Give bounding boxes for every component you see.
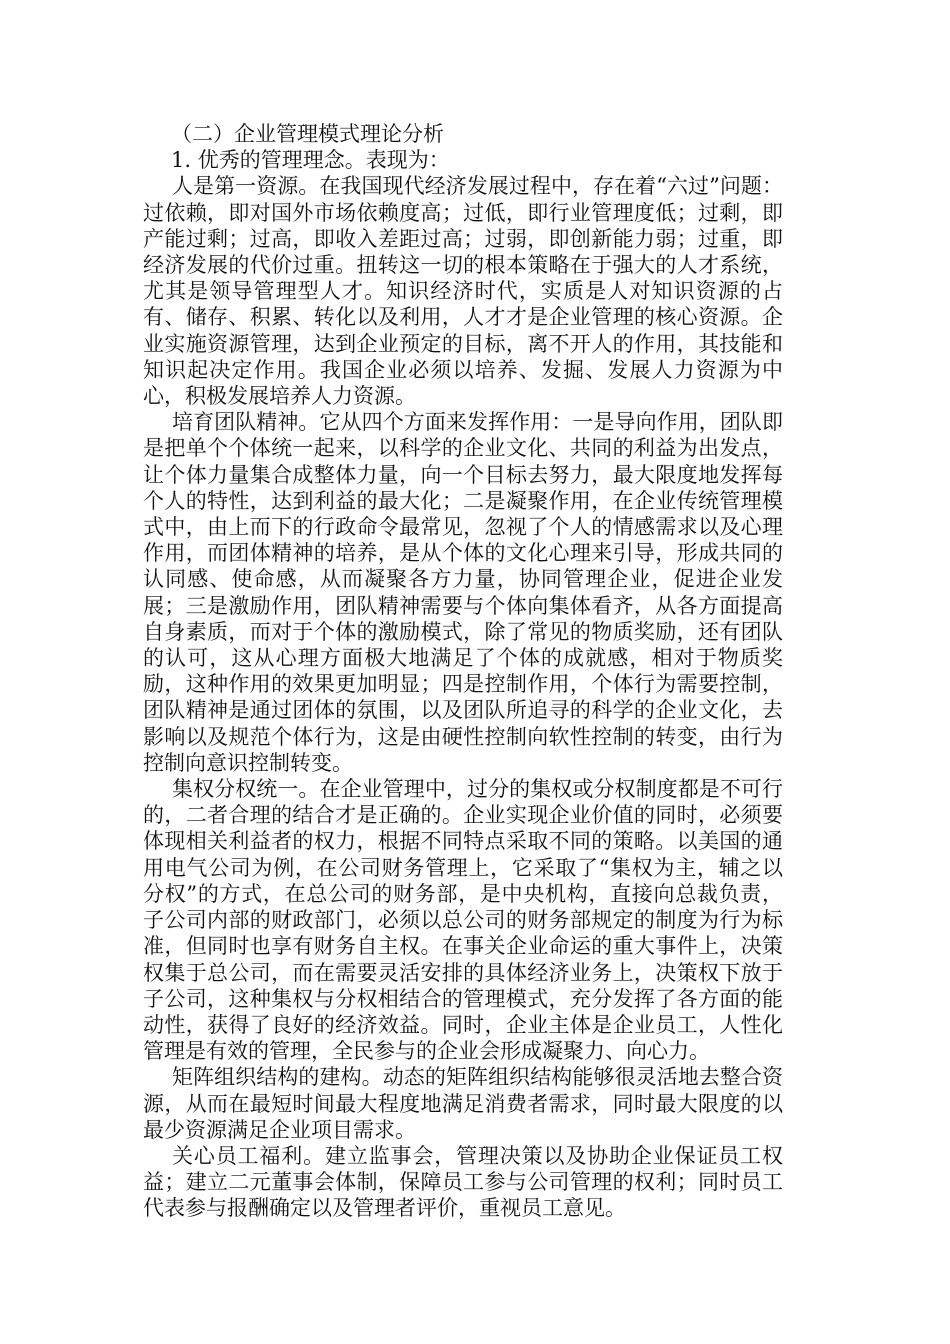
document-body <box>143 121 783 1222</box>
paragraph-team-spirit: 培育团队精神。它从四个方面来发挥作用：一是导向作用，团队即是把单个个体统一起来，以科学的企业文化、共同的利益为出发点，让个体力量集合成整体力量，向一个目标去努力，最大限度地发挥每个人的特性，达到利益的最大化；二是凝聚作用，在企业传统管理模式中，由上而下的行政命令最常见，忽视了个人的情感需求以及心理作用，而团体精神的培养，是从个体的文化心理来引导，形成共同的认同感、使命感，从而凝聚各方力量，协同管理企业，促进企业发展；三是激励作用，团队精神需要与个体向集体看齐，从各方面提高自身素质，而对于个体的激励模式，除了常见的物质奖励，还有团队的认可，这从心理方面极大地满足了个体的成就感，相对于物质奖励，这种作用的效果更加明显；四是控制作用，个体行为需要控制，团队精神是通过团体的氛围，以及团队所追寻的科学的企业文化，去影响以及规范个体行为，这是由硬性控制向软性控制的转变，由行为控制向意识控制转变。 <box>143 410 783 775</box>
paragraph-centralization-decentralization: 集权分权统一。在企业管理中，过分的集权或分权制度都是不可行的，二者合理的结合才是正确的。企业实现企业价值的同时，必须要体现相关利益者的权力，根据不同特点采取不同的策略。以美国的通用电气公司为例，在公司财务管理上，它采取了“集权为主，辅之以分权”的方式，在总公司的财务部，是中央机构，直接向总裁负责，子公司内部的财政部门，必须以总公司的财务部规定的制度为行为标准，但同时也享有财务自主权。在事关企业命运的重大事件上，决策权集于总公司，而在需要灵活安排的具体经济业务上，决策权下放于子公司，这种集权与分权相结合的管理模式，充分发挥了各方面的能动性，获得了良好的经济效益。同时，企业主体是企业员工，人性化管理是有效的管理，全民参与的企业会形成凝聚力、向心力。 <box>143 777 783 1064</box>
paragraph-employee-welfare: 关心员工福利。建立监事会，管理决策以及协助企业保证员工权益；建立二元董事会体制，保障员工参与公司管理的权利；同时员工代表参与报酬确定以及管理者评价，重视员工意见。 <box>143 1143 783 1221</box>
section-heading: （二）企业管理模式理论分析 <box>171 122 444 146</box>
paragraph-people-first-resource: 人是第一资源。在我国现代经济发展过程中，存在着“六过”问题：过依赖，即对国外市场依赖度高；过低，即行业管理度低；过剩，即产能过剩；过高，即收入差距过高；过弱，即创新能力弱；过重，即经济发展的代价过重。扭转这一切的根本策略在于强大的人才系统，尤其是领导管理型人才。知识经济时代，实质是人对知识资源的占有、储存、积累、转化以及利用，人才才是企业管理的核心资源。企业实施资源管理，达到企业预定的目标，离不开人的作用，其技能和知识起决定作用。我国企业必须以培养、发掘、发展人力资源为中心，积极发展培养人力资源。 <box>143 174 783 409</box>
sub-heading: 1. 优秀的管理理念。表现为： <box>171 148 450 173</box>
paragraph-matrix-organization: 矩阵组织结构的建构。动态的矩阵组织结构能够很灵活地去整合资源，从而在最短时间最大程度地满足消费者需求，同时最大限度的以最少资源满足企业项目需求。 <box>143 1065 783 1142</box>
